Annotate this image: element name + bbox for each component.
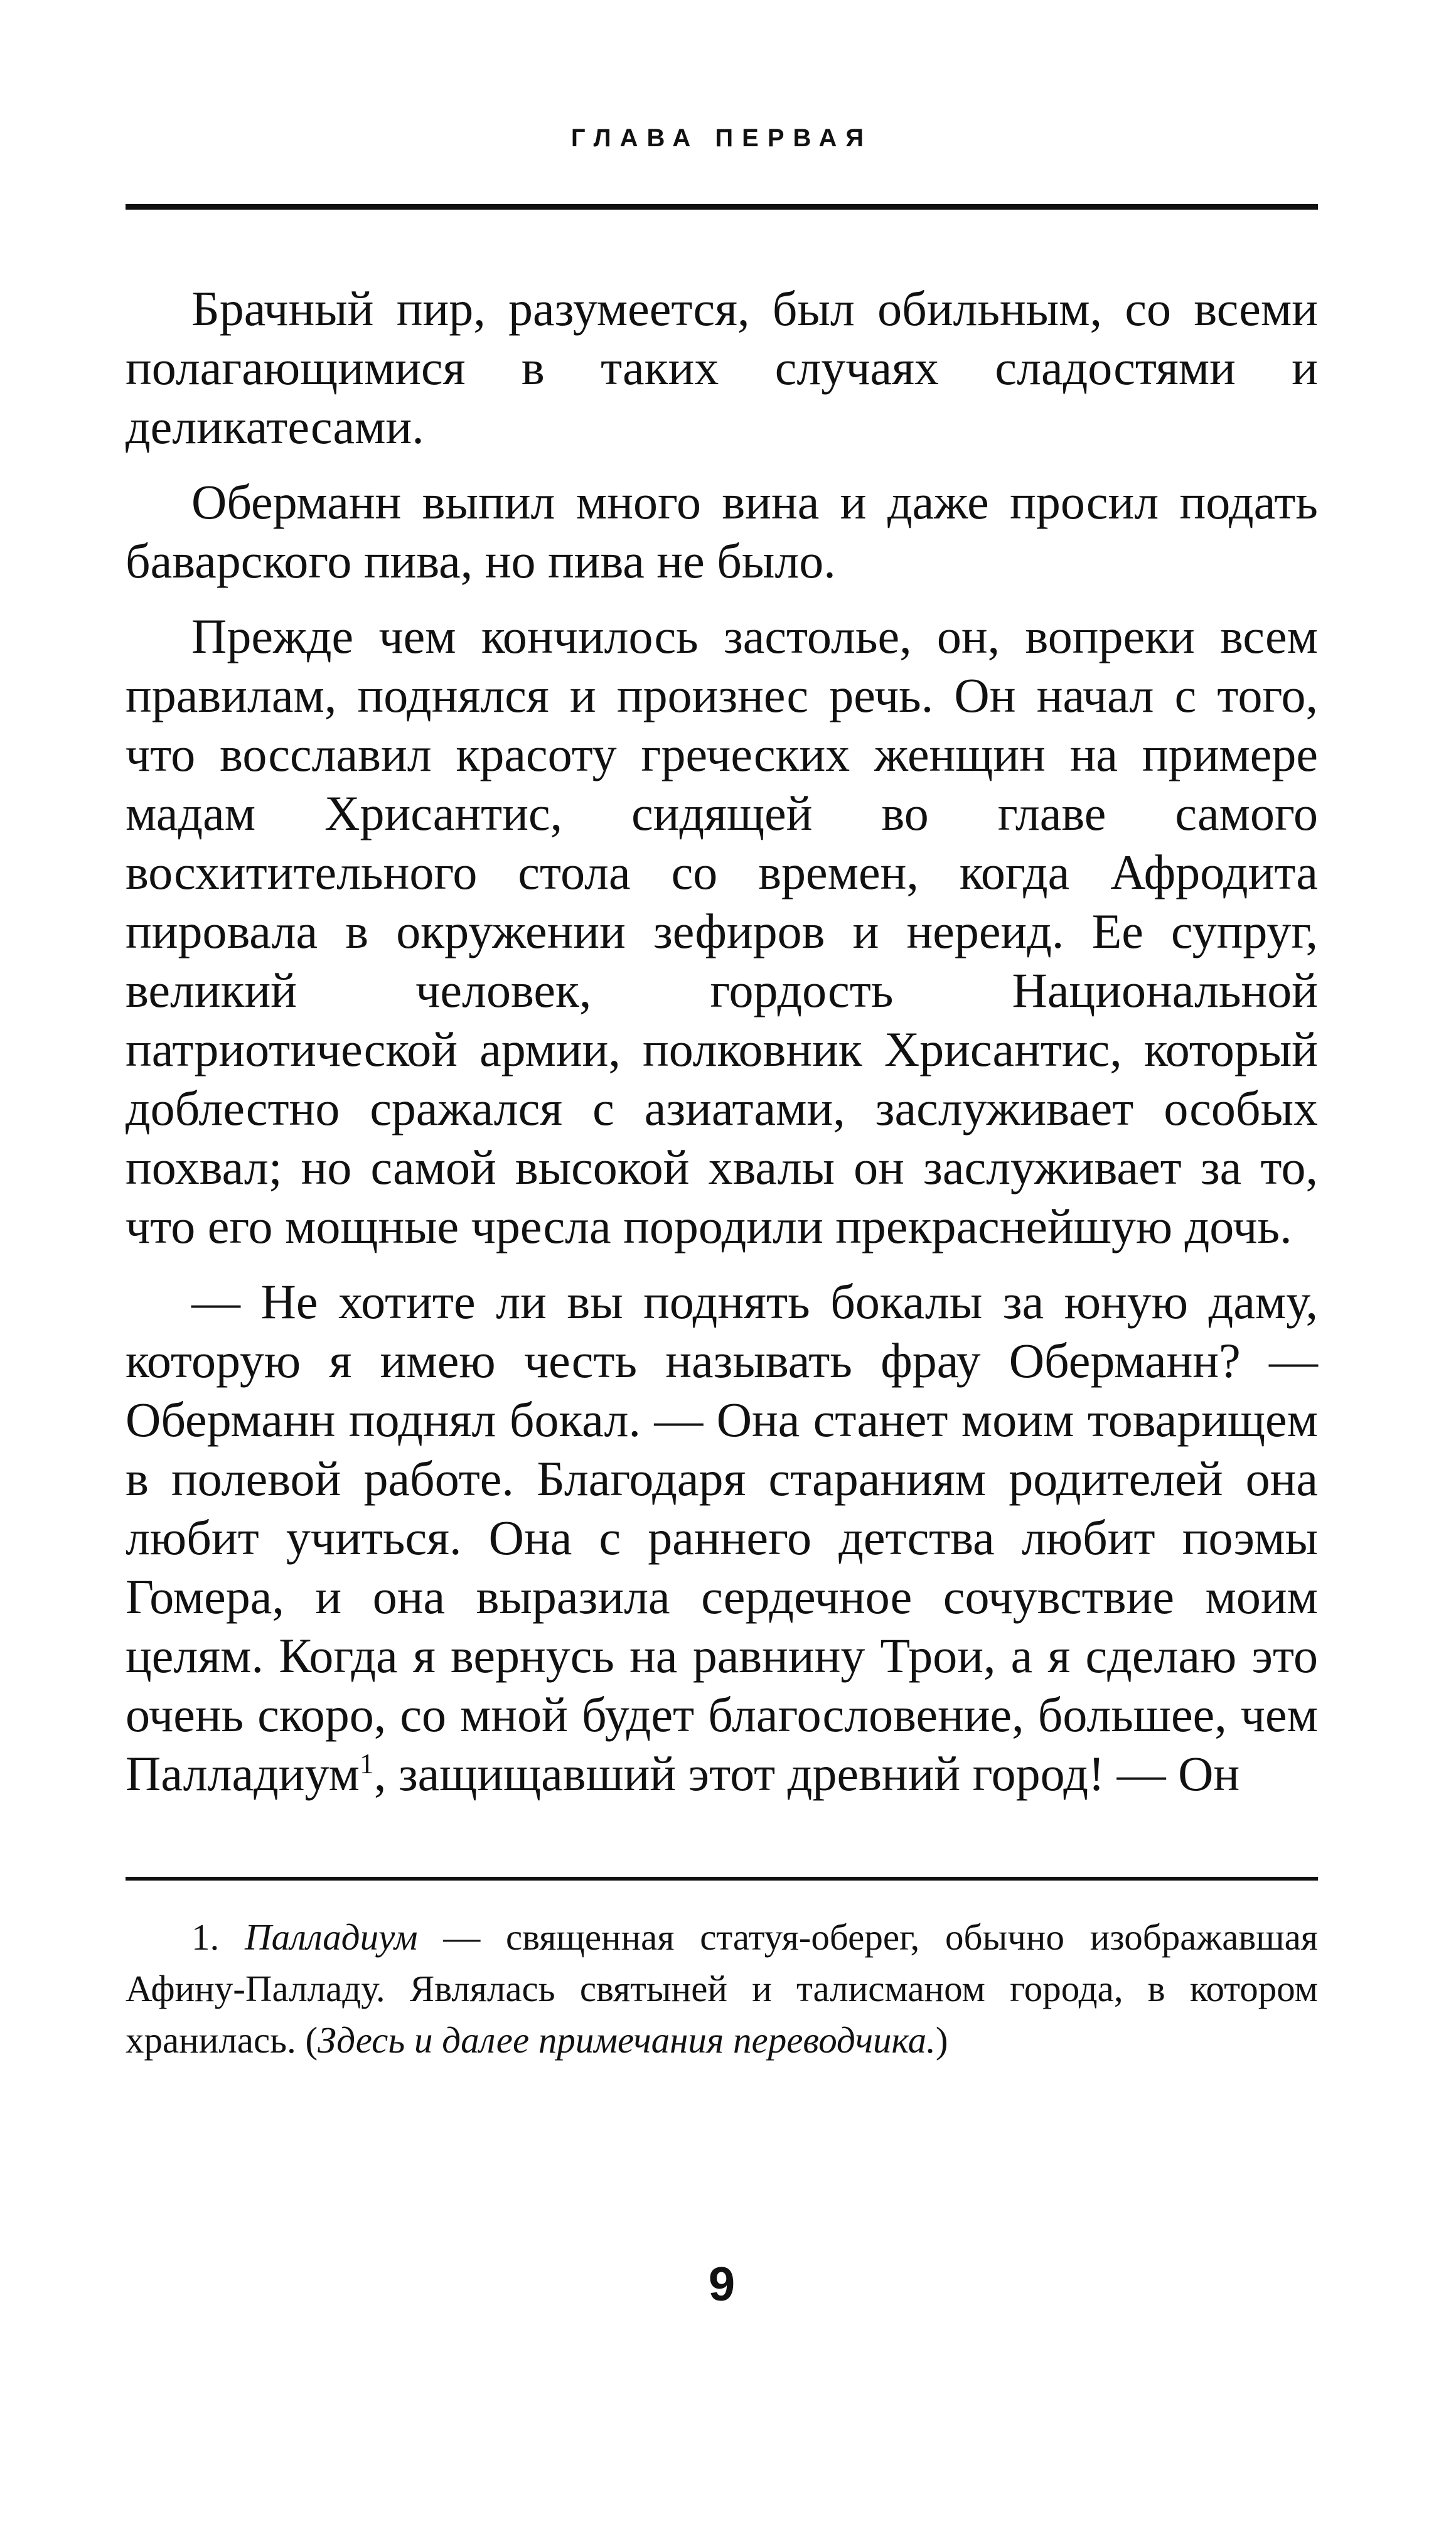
page-number: 9 xyxy=(708,2258,736,2311)
paragraph: Прежде чем кончилось застолье, он, вопреки всем правилам, поднялся и произнес речь. Он начал с того, что восславил красоту греческих женщин на примере мадам Хрисантис, сидящей во главе самого восхитительного стола со времен, когда Афродита пировала в окружении зефиров и нереид. Ее супруг, великий человек, гордость Национальной патриотической армии, полковник Хрисантис, который доблестно сражался с азиатами, заслуживает особых похвал; но самой высокой хвалы он заслуживает за то, что его мощные чресла породили прекраснейшую дочь. xyxy=(126,609,1318,1254)
running-head: ГЛАВА ПЕРВАЯ xyxy=(570,124,873,152)
footnote-note: Здесь и далее примечания переводчика. xyxy=(318,2019,936,2061)
paragraph-with-footnote-ref xyxy=(126,1272,1318,1803)
body-text xyxy=(126,279,1318,1803)
footnote-term: Палладиум xyxy=(245,1916,418,1958)
paragraph-tail: , защищавший этот древний город! — Он xyxy=(373,1746,1240,1801)
footnote-marker: 1 xyxy=(359,1747,374,1780)
header-rule xyxy=(126,204,1318,210)
paragraph: Брачный пир, разумеется, был обильным, со всеми полагающимися в таких случаях сладостями и деликатесами. xyxy=(126,281,1318,454)
footnote-rule xyxy=(126,1877,1318,1881)
footnote xyxy=(126,1911,1318,2066)
footnote-close: ) xyxy=(935,2019,948,2061)
paragraph-text: — Не хотите ли вы поднять бокалы за юную даму, которую я имею честь называть фрау Оберманн? — Оберманн поднял бокал. — Она станет моим товарищем в полевой работе. Благодаря стараниям родителей она любит учиться. Она с раннего детства любит поэмы Гомера, и она выразила сердечное сочувствие моим целям. Когда я вернусь на равнину Трои, а я сделаю это очень скоро, со мной будет благословение, большее, чем Палладиум xyxy=(126,1274,1318,1801)
footnote-number: 1. xyxy=(191,1916,220,1958)
paragraph: Оберманн выпил много вина и даже просил подать баварского пива, но пива не было. xyxy=(126,475,1318,588)
footnote-text: — священная статуя-оберег, обычно изображавшая Афину-Палладу. Являлась святыней и талисманом города, в котором хранилась. ( xyxy=(126,1916,1319,2061)
